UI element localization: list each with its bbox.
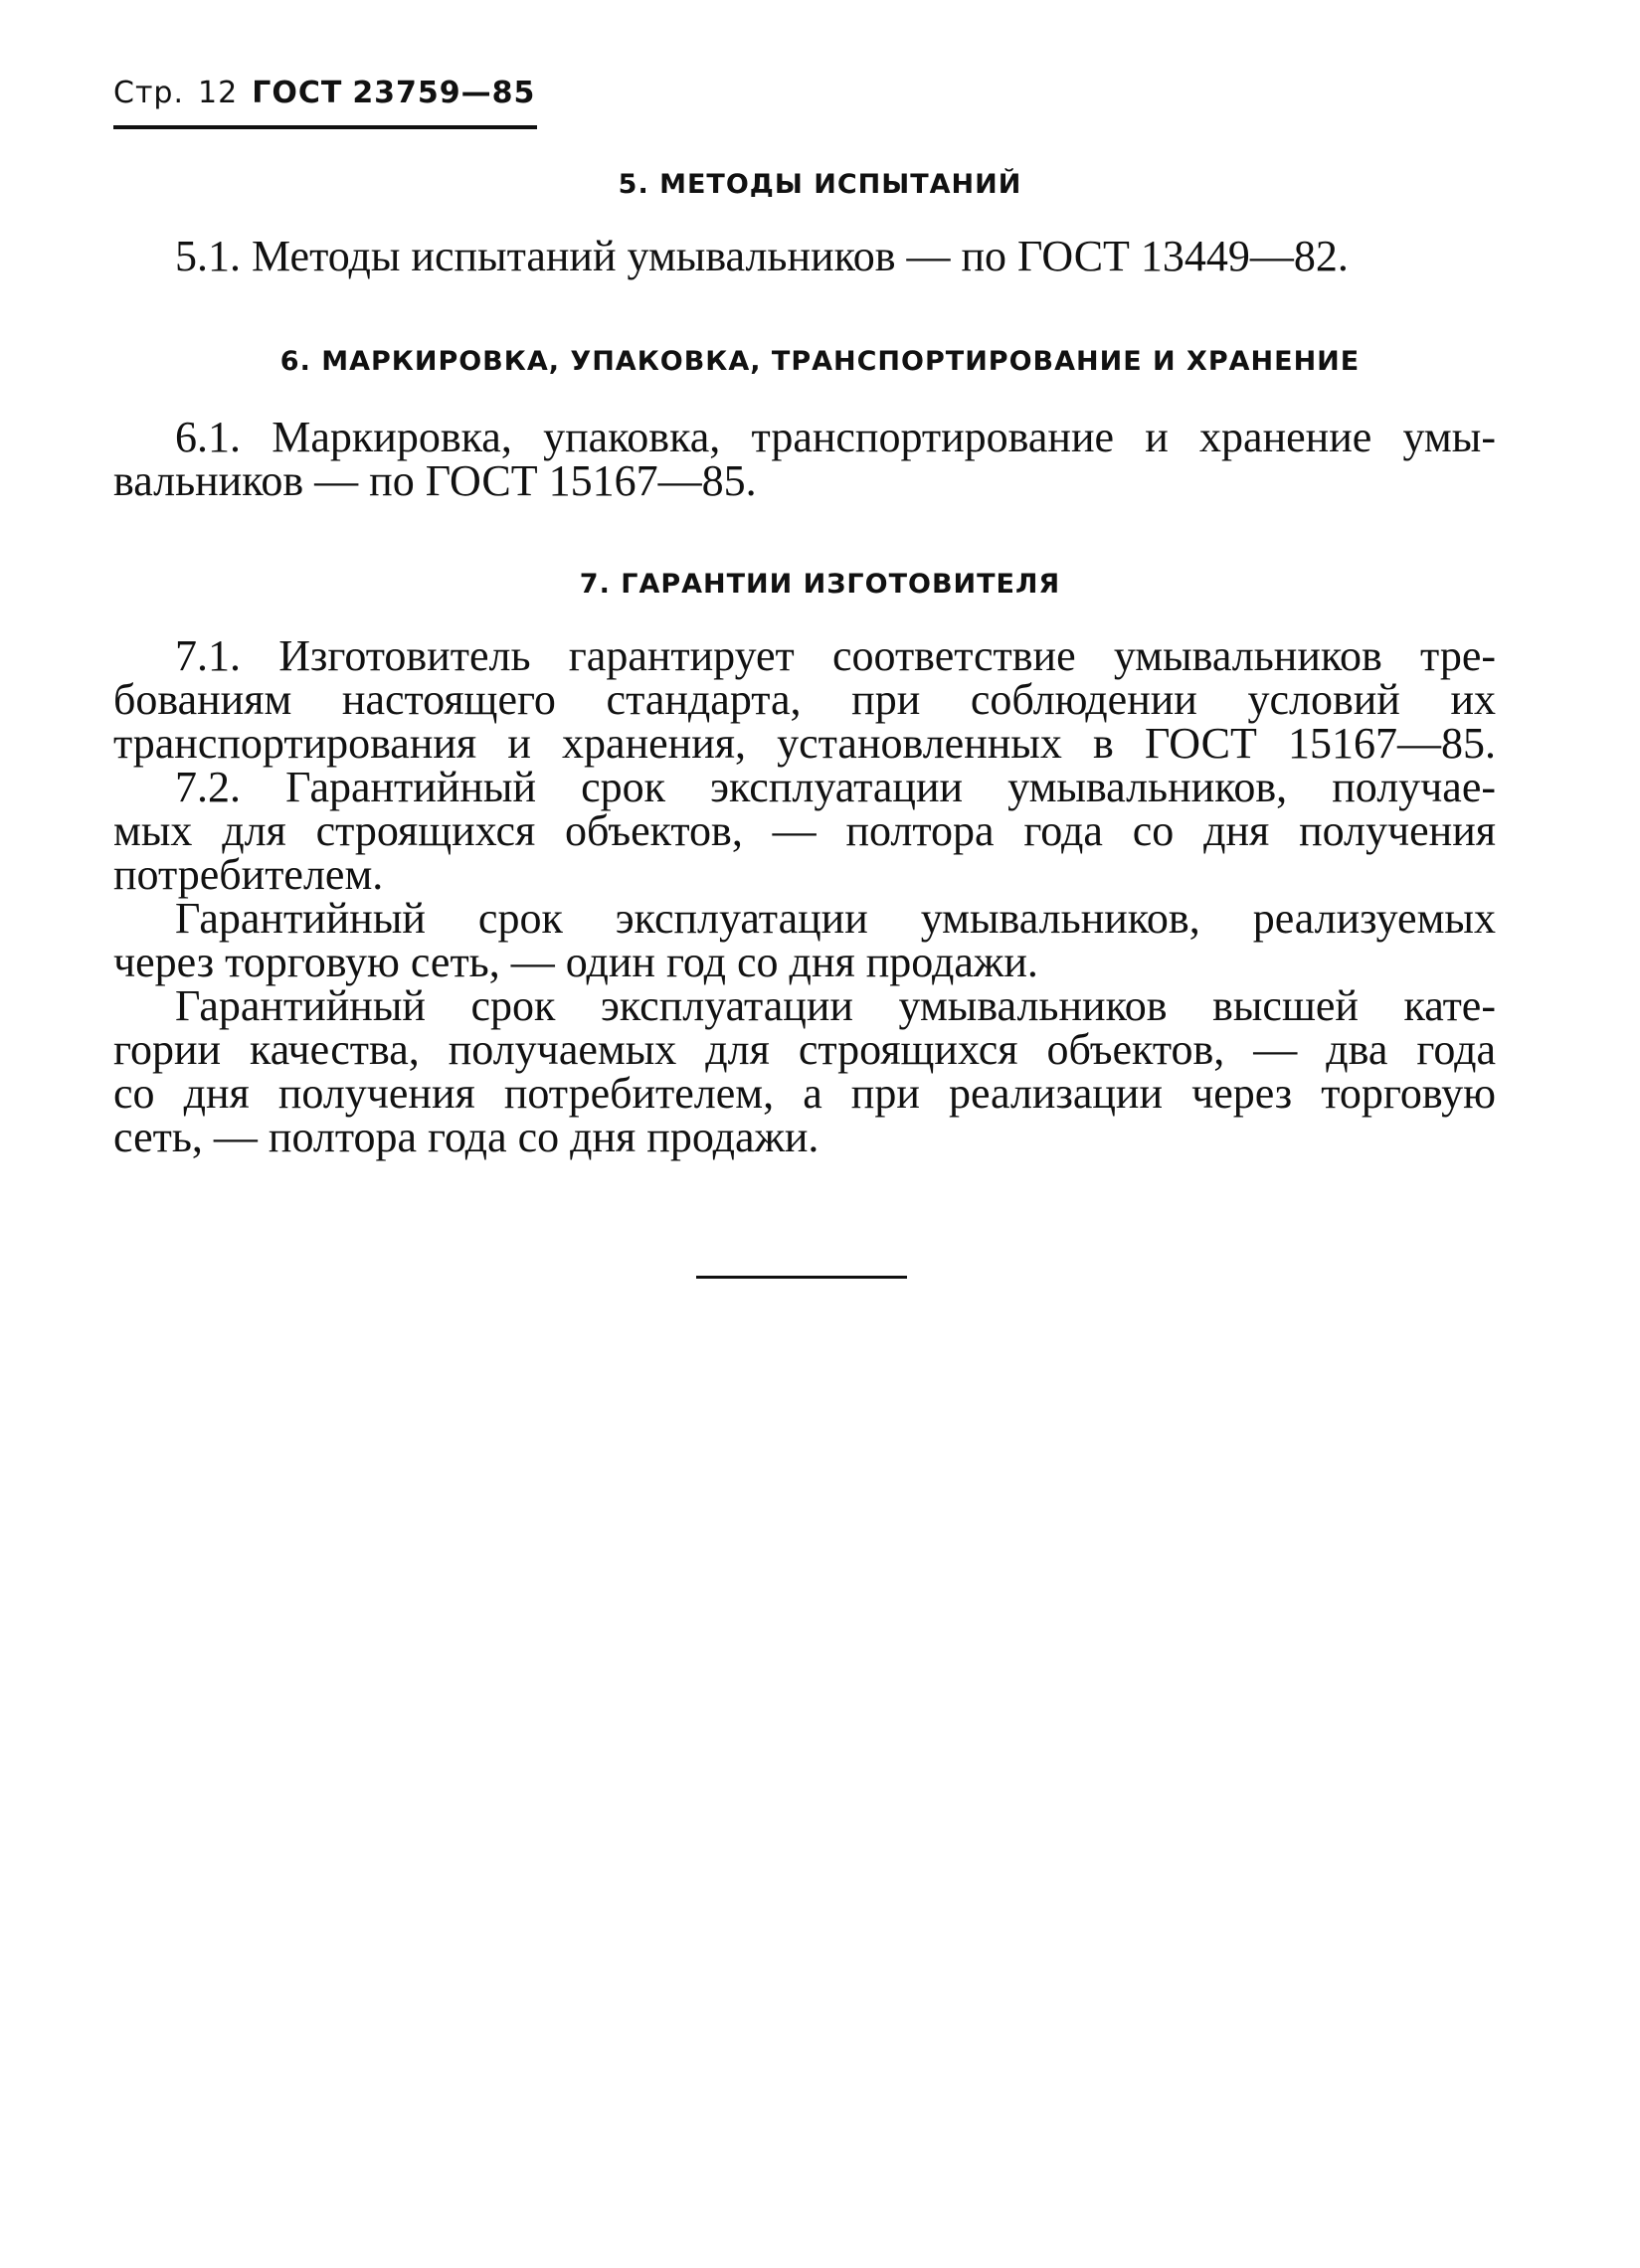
end-rule [696, 1276, 907, 1279]
standard-label: ГОСТ [252, 76, 343, 110]
paragraph-7-2-retail [113, 894, 1496, 986]
text-line: 6.1. Маркировка, упаковка, транспортирование и хранение умы- [175, 413, 1496, 461]
standard-number: 23759—85 [352, 76, 536, 110]
text-line: транспортирования и хранения, установленных в ГОСТ 15167—85. [113, 719, 1496, 768]
text-line: Гарантийный срок эксплуатации умывальников, реализуемых [175, 894, 1496, 943]
paragraph-7-1 [113, 631, 1496, 768]
paragraph-7-2-premium [113, 981, 1496, 1161]
text-line: гории качества, получаемых для строящихся объектов, — два года [113, 1025, 1496, 1074]
text-line: 7.1. Изготовитель гарантирует соответствие умывальников тре- [175, 631, 1496, 680]
text-line: бованиям настоящего стандарта, при соблюдении условий их [113, 675, 1496, 724]
paragraph-7-2 [113, 763, 1496, 899]
text-line: 5.1. Методы испытаний умывальников — по ГОСТ 13449—82. [175, 232, 1349, 280]
section-6-title: 6. МАРКИРОВКА, УПАКОВКА, ТРАНСПОРТИРОВАНИЕ И ХРАНЕНИЕ [279, 346, 1361, 377]
text-line: 7.2. Гарантийный срок эксплуатации умывальников, получае- [175, 763, 1496, 811]
text-line: через торговую сеть, — один год со дня продажи. [113, 938, 1038, 986]
paragraph-6-1 [113, 413, 1496, 505]
text-line: со дня получения потребителем, а при реализации через торговую [113, 1069, 1496, 1118]
section-5-title: 5. МЕТОДЫ ИСПЫТАНИЙ [618, 169, 1022, 200]
section-7-title: 7. ГАРАНТИИ ИЗГОТОВИТЕЛЯ [579, 569, 1061, 600]
paragraph-5-1 [113, 232, 1496, 280]
text-line: мых для строящихся объектов, — полтора года со дня получения [113, 806, 1496, 855]
page-label: Стр. [113, 76, 185, 110]
text-line: вальников — по ГОСТ 15167—85. [113, 456, 757, 505]
page-number: 12 [198, 76, 239, 110]
running-header [113, 76, 541, 110]
text-line: Гарантийный срок эксплуатации умывальников высшей кате- [175, 981, 1496, 1030]
text-line: потребителем. [113, 850, 384, 899]
text-line: сеть, — полтора года со дня продажи. [113, 1113, 820, 1161]
header-rule [113, 125, 537, 129]
